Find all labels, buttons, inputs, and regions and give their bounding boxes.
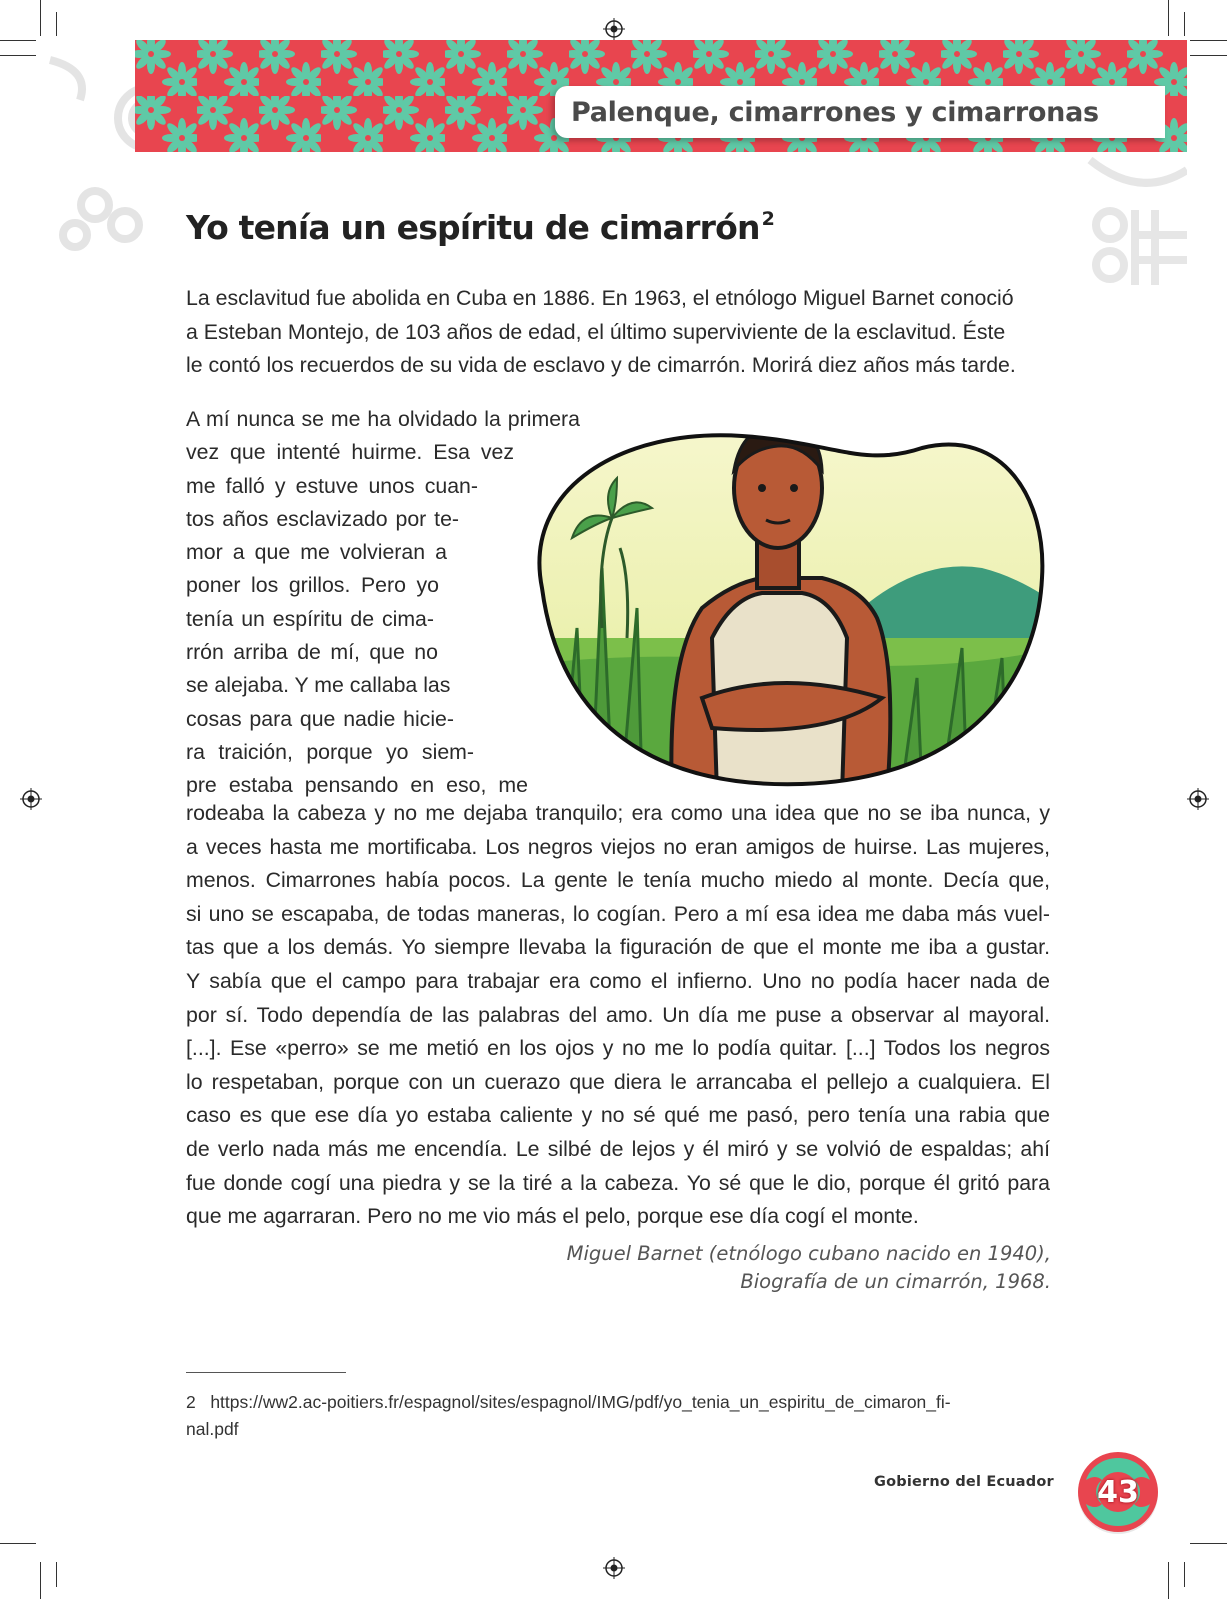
footnote-reference: 2 [761, 208, 775, 230]
page-number: 43 [1097, 1474, 1139, 1510]
text-line: menos. Cimarrones había pocos. La gente le tenía mucho miedo al monte. Decía que, [186, 868, 1050, 893]
crop-mark [56, 1562, 57, 1587]
text-line: que me agarraran. Pero no me vio más el pelo, porque ese día cogí el monte. [186, 1204, 919, 1229]
text-line: caso es que ese día yo estaba caliente y no sé qué me pasó, pero tenía una rabia que [186, 1103, 1050, 1128]
text-line: cosas para que nadie hicie- [186, 706, 454, 731]
crop-mark [1190, 40, 1227, 41]
body-paragraph [186, 797, 1050, 1234]
crop-mark [1190, 55, 1227, 56]
spiral-ornament-icon [40, 40, 150, 255]
footnote-divider [186, 1372, 346, 1373]
crop-mark [0, 1543, 36, 1544]
text-line: tos años esclavizado por te- [186, 506, 459, 531]
header-band [135, 40, 1187, 152]
footnote-url-continued: nal.pdf [186, 1419, 239, 1439]
text-line: por sí. Todo dependía de las palabras del amo. Un día me puse a observar al mayoral. [186, 1002, 1050, 1027]
text-line: mor a que me volvieran a [186, 540, 447, 565]
text-line: Y sabía que el campo para trabajar era como el infierno. Uno no podía hacer nada de [186, 968, 1050, 993]
publisher-label: Gobierno del Ecuador [874, 1474, 1054, 1490]
page-title-text: Yo tenía un espíritu de cimarrón [186, 208, 760, 247]
citation-author: Miguel Barnet (etnólogo cubano nacido en 1940), [566, 1242, 1051, 1265]
text-line: ra traición, porque yo siem- [186, 739, 474, 764]
text-line: se alejaba. Y me callaba las [186, 673, 451, 698]
crop-mark [1190, 1543, 1227, 1544]
crop-mark [1184, 12, 1185, 36]
text-line: [...]. Ese «perro» se me metió en los ojos y no me lo podía quitar. [...] Todos los negros [186, 1036, 1050, 1061]
footnote [186, 1389, 1050, 1443]
text-line: A mí nunca se me ha olvidado la primera [186, 407, 580, 431]
intro-paragraph [186, 282, 1050, 383]
text-line: fue donde cogí una piedra y se la tiré a la cabeza. Yo sé que le dio, porque él gritó para [186, 1170, 1050, 1195]
crop-mark [0, 40, 36, 41]
registration-mark-icon [603, 18, 625, 40]
crop-mark [1168, 0, 1169, 36]
text-line: pre estaba pensando en eso, me [186, 773, 528, 798]
text-line: vez que intenté huirme. Esa vez [186, 440, 514, 465]
portrait-illustration [502, 408, 1054, 794]
text-line: rrón arriba de mí, que no [186, 640, 438, 665]
footnote-number: 2 [186, 1392, 196, 1412]
crop-mark [40, 1562, 41, 1599]
citation [567, 1240, 1051, 1296]
registration-mark-icon [20, 788, 42, 810]
registration-mark-icon [1187, 788, 1209, 810]
crop-mark [1184, 1562, 1185, 1587]
text-line: si uno se escapaba, de todas maneras, lo cogían. Pero a mí esa idea me daba más vuel- [186, 901, 1050, 926]
text-line: poner los grillos. Pero yo [186, 573, 439, 598]
text-line: lo respetaban, porque con un cuerazo que diera le arrancaba el pellejo a cualquiera. El [186, 1069, 1050, 1094]
text-line: tas que a los demás. Yo siempre llevaba la figuración de que el monte me iba a gustar. [186, 935, 1050, 960]
text-line: rodeaba la cabeza y no me dejaba tranquilo; era como una idea que no se iba nunca, y [186, 801, 1050, 825]
text-line: a veces hasta me mortificaba. Los negros viejos no eran amigos de huirse. Las mujeres, [186, 834, 1050, 859]
footnote-url: https://ww2.ac-poitiers.fr/espagnol/sites/espagnol/IMG/pdf/yo_tenia_un_espiritu_de_cimaron_fi- [210, 1392, 951, 1412]
section-title: Palenque, cimarrones y cimarronas [555, 86, 1165, 138]
citation-source: Biografía de un cimarrón, 1968. [740, 1270, 1051, 1293]
intro-line: a Esteban Montejo, de 103 años de edad, el último superviviente de la esclavitud. Éste [186, 319, 1006, 344]
registration-mark-icon [603, 1557, 625, 1579]
text-line: tenía un espíritu de cima- [186, 606, 434, 631]
ladder-ornament-icon [1080, 150, 1187, 290]
text-line: me falló y estuve unos cuan- [186, 473, 478, 498]
crop-mark [0, 55, 36, 56]
text-line: de verlo nada más me encendía. Le silbé de lejos y él miró y se volvió de espaldas; ahí [186, 1136, 1050, 1161]
intro-line: le contó los recuerdos de su vida de esclavo y de cimarrón. Morirá diez años más tarde. [186, 353, 1016, 378]
crop-mark [40, 0, 41, 36]
crop-mark [56, 12, 57, 36]
crop-mark [1168, 1562, 1169, 1599]
intro-line: La esclavitud fue abolida en Cuba en 1886. En 1963, el etnólogo Miguel Barnet conoció [186, 286, 1014, 310]
page-title [186, 208, 774, 247]
